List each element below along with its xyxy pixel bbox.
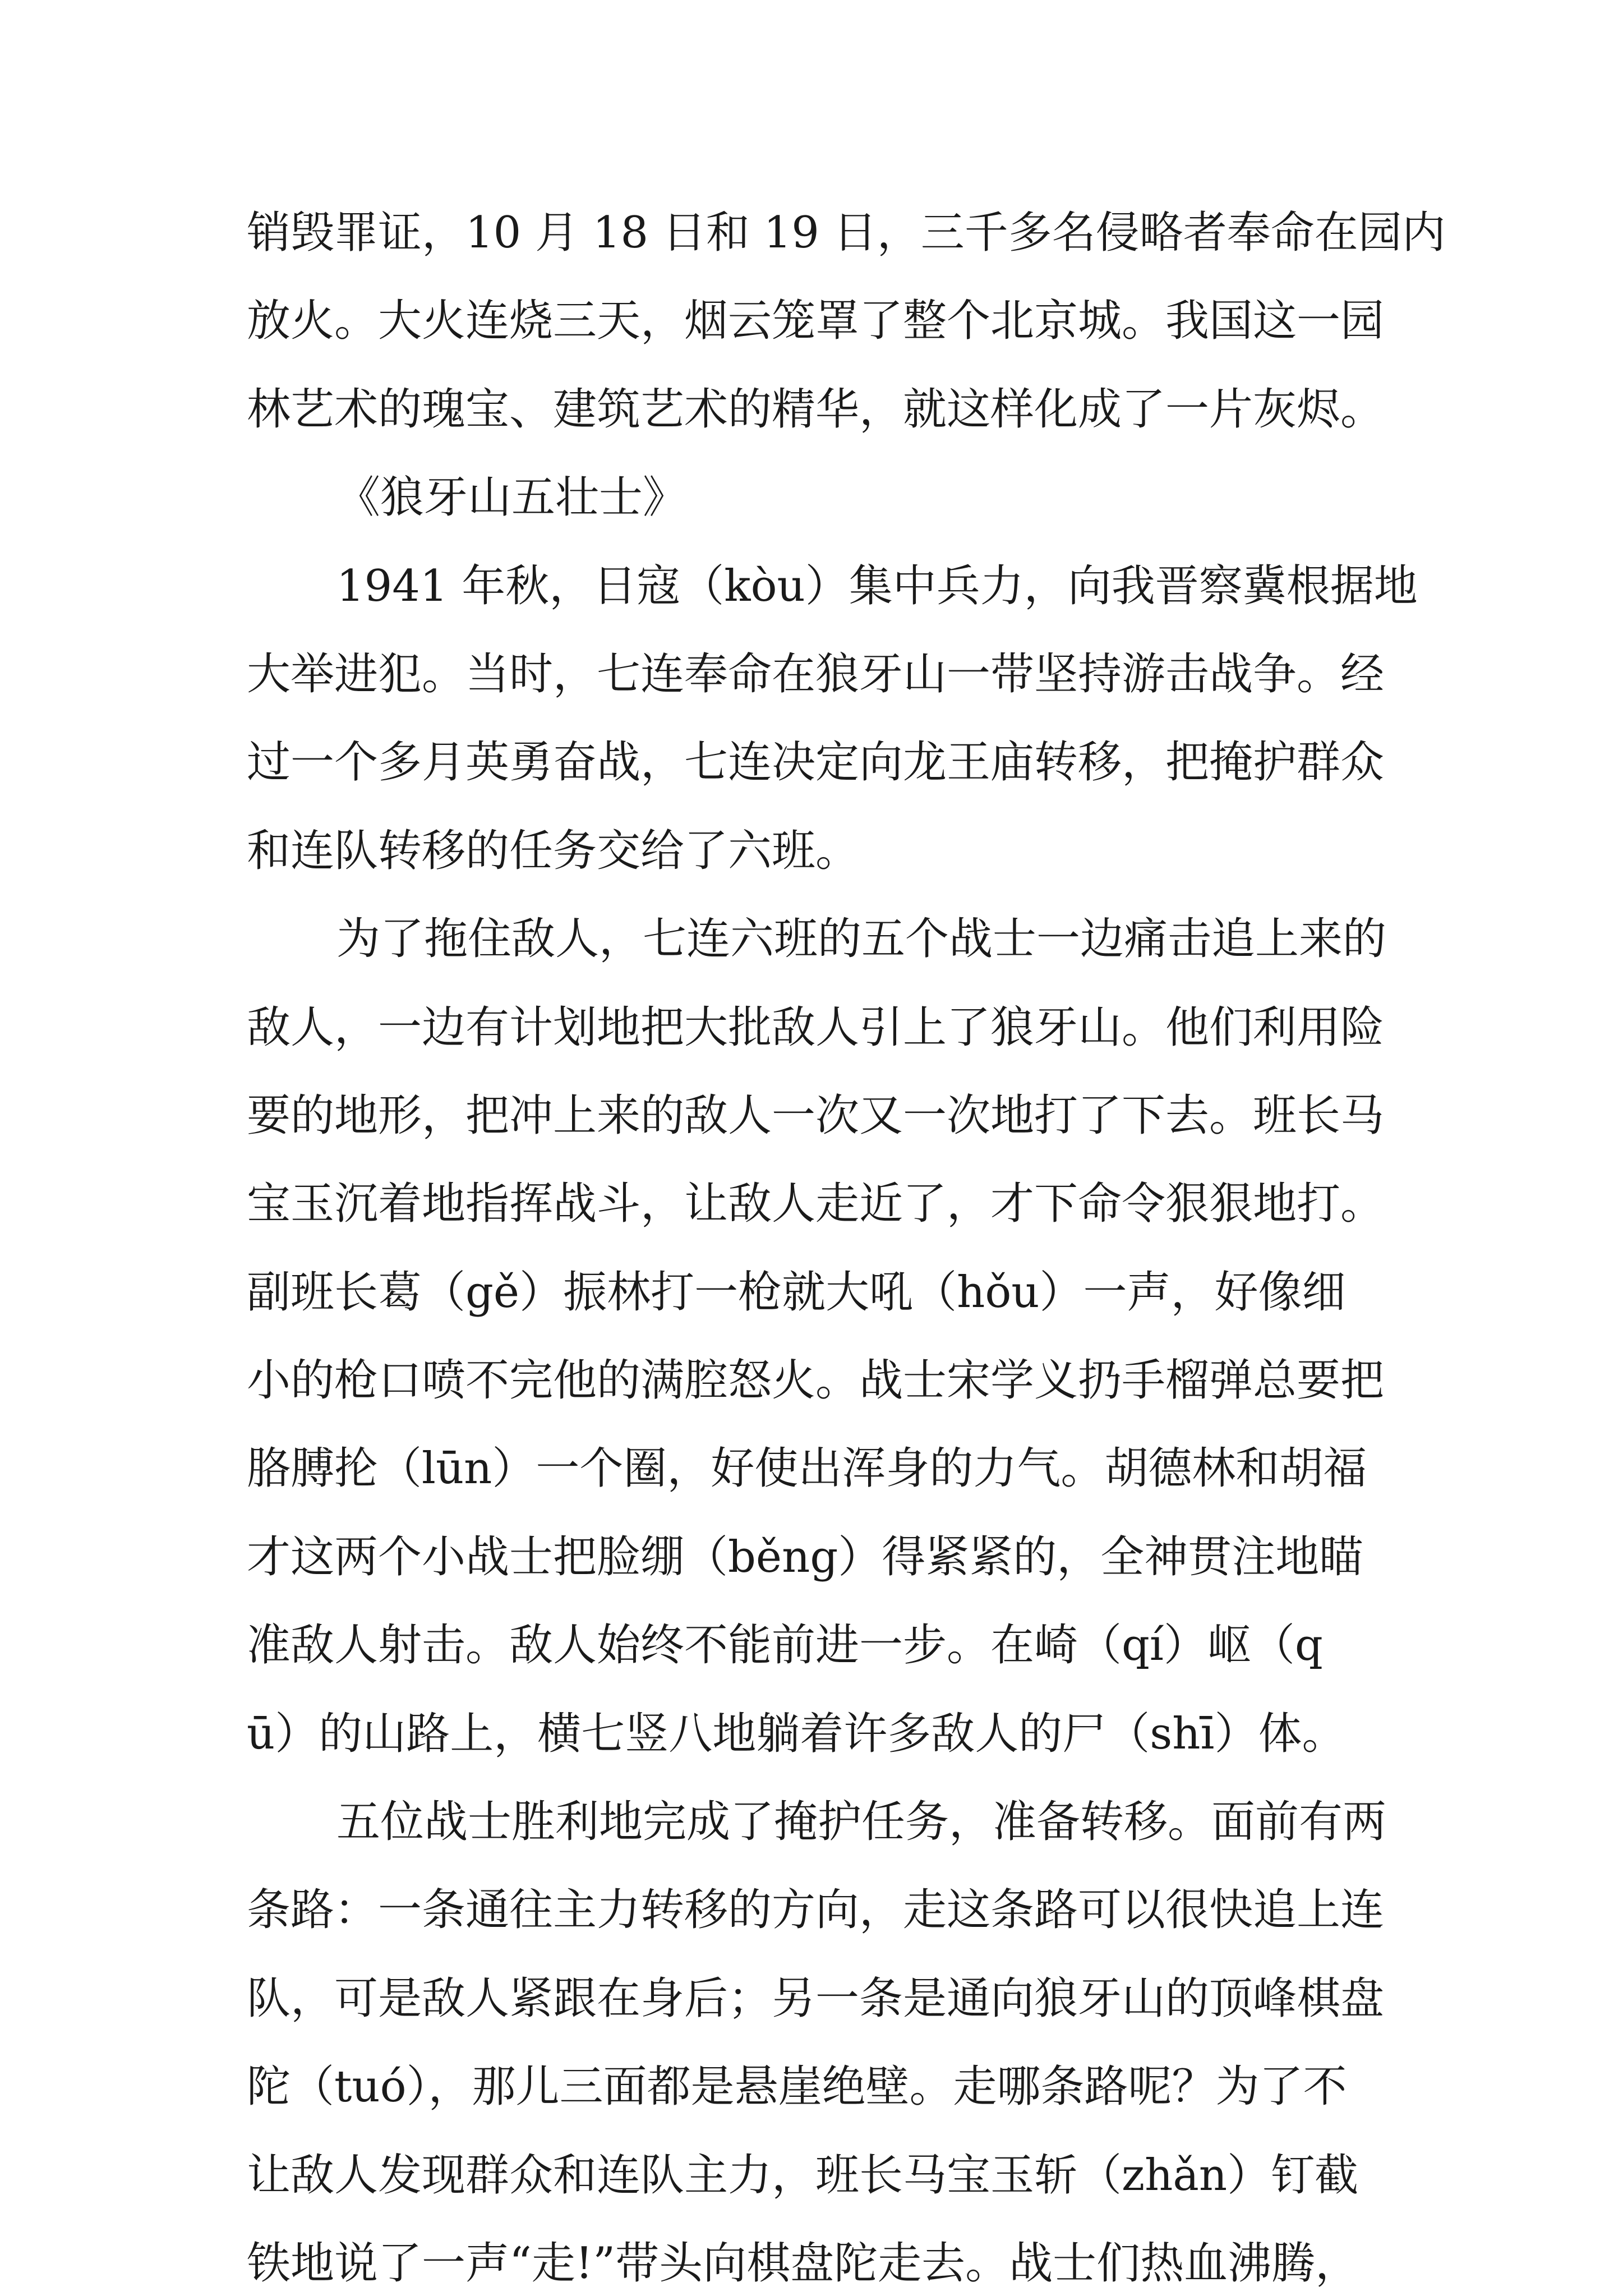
text-line: 小的枪口喷不完他的满腔怒火。战士宋学义扔手榴弹总要把 [247,1355,1385,1406]
text-line: 铁地说了一声“走!”带头向棋盘陀走去。战士们热血沸腾， [247,2238,1359,2289]
text-line: 林艺术的瑰宝、建筑艺术的精华，就这样化成了一片灰烬。 [247,384,1385,435]
text-line: 宝玉沉着地指挥战斗，让敌人走近了，才下命令狠狠地打。 [247,1179,1385,1229]
text-line: 条路：一条通往主力转移的方向，走这条路可以很快追上连 [247,1885,1385,1935]
text-line: 销毁罪证，10 月 18 日和 19 日，三千多名侵略者奉命在园内 [247,208,1446,258]
text-line: 陀（tuó），那儿三面都是悬崖绝壁。走哪条路呢？为了不 [247,2062,1347,2112]
text-line: 1941 年秋，日寇（kòu）集中兵力，向我晋察冀根据地 [336,561,1418,611]
section-title: 《狼牙山五壮士》 [336,472,687,523]
text-line: 过一个多月英勇奋战，七连决定向龙王庙转移，把掩护群众 [247,737,1385,788]
text-line: 为了拖住敌人，七连六班的五个战士一边痛击追上来的 [336,914,1387,964]
text-line: 和连队转移的任务交给了六班。 [247,826,860,876]
text-line: 让敌人发现群众和连队主力，班长马宝玉斩（zhǎn）钉截 [247,2150,1359,2201]
text-line: 准敌人射击。敌人始终不能前进一步。在崎（qí）岖（q [247,1620,1323,1671]
text-line: 要的地形，把冲上来的敌人一次又一次地打了下去。班长马 [247,1091,1385,1141]
text-line: 放火。大火连烧三天，烟云笼罩了整个北京城。我国这一园 [247,296,1385,346]
text-line: 胳膊抡（lūn）一个圈，好使出浑身的力气。胡德林和胡福 [247,1443,1367,1494]
text-line: 副班长葛（gě）振林打一枪就大吼（hǒu）一声，好像细 [247,1267,1346,1318]
text-line: 五位战士胜利地完成了掩护任务，准备转移。面前有两 [336,1797,1387,1847]
text-line: 敌人，一边有计划地把大批敌人引上了狼牙山。他们利用险 [247,1002,1385,1053]
text-line: 大举进犯。当时，七连奉命在狼牙山一带坚持游击战争。经 [247,649,1385,700]
text-line: 队，可是敌人紧跟在身后；另一条是通向狼牙山的顶峰棋盘 [247,1973,1385,2024]
text-line: 才这两个小战士把脸绷（běng）得紧紧的，全神贯注地瞄 [247,1532,1363,1582]
text-line: ū）的山路上，横七竖八地躺着许多敌人的尸（shī）体。 [247,1709,1346,1759]
